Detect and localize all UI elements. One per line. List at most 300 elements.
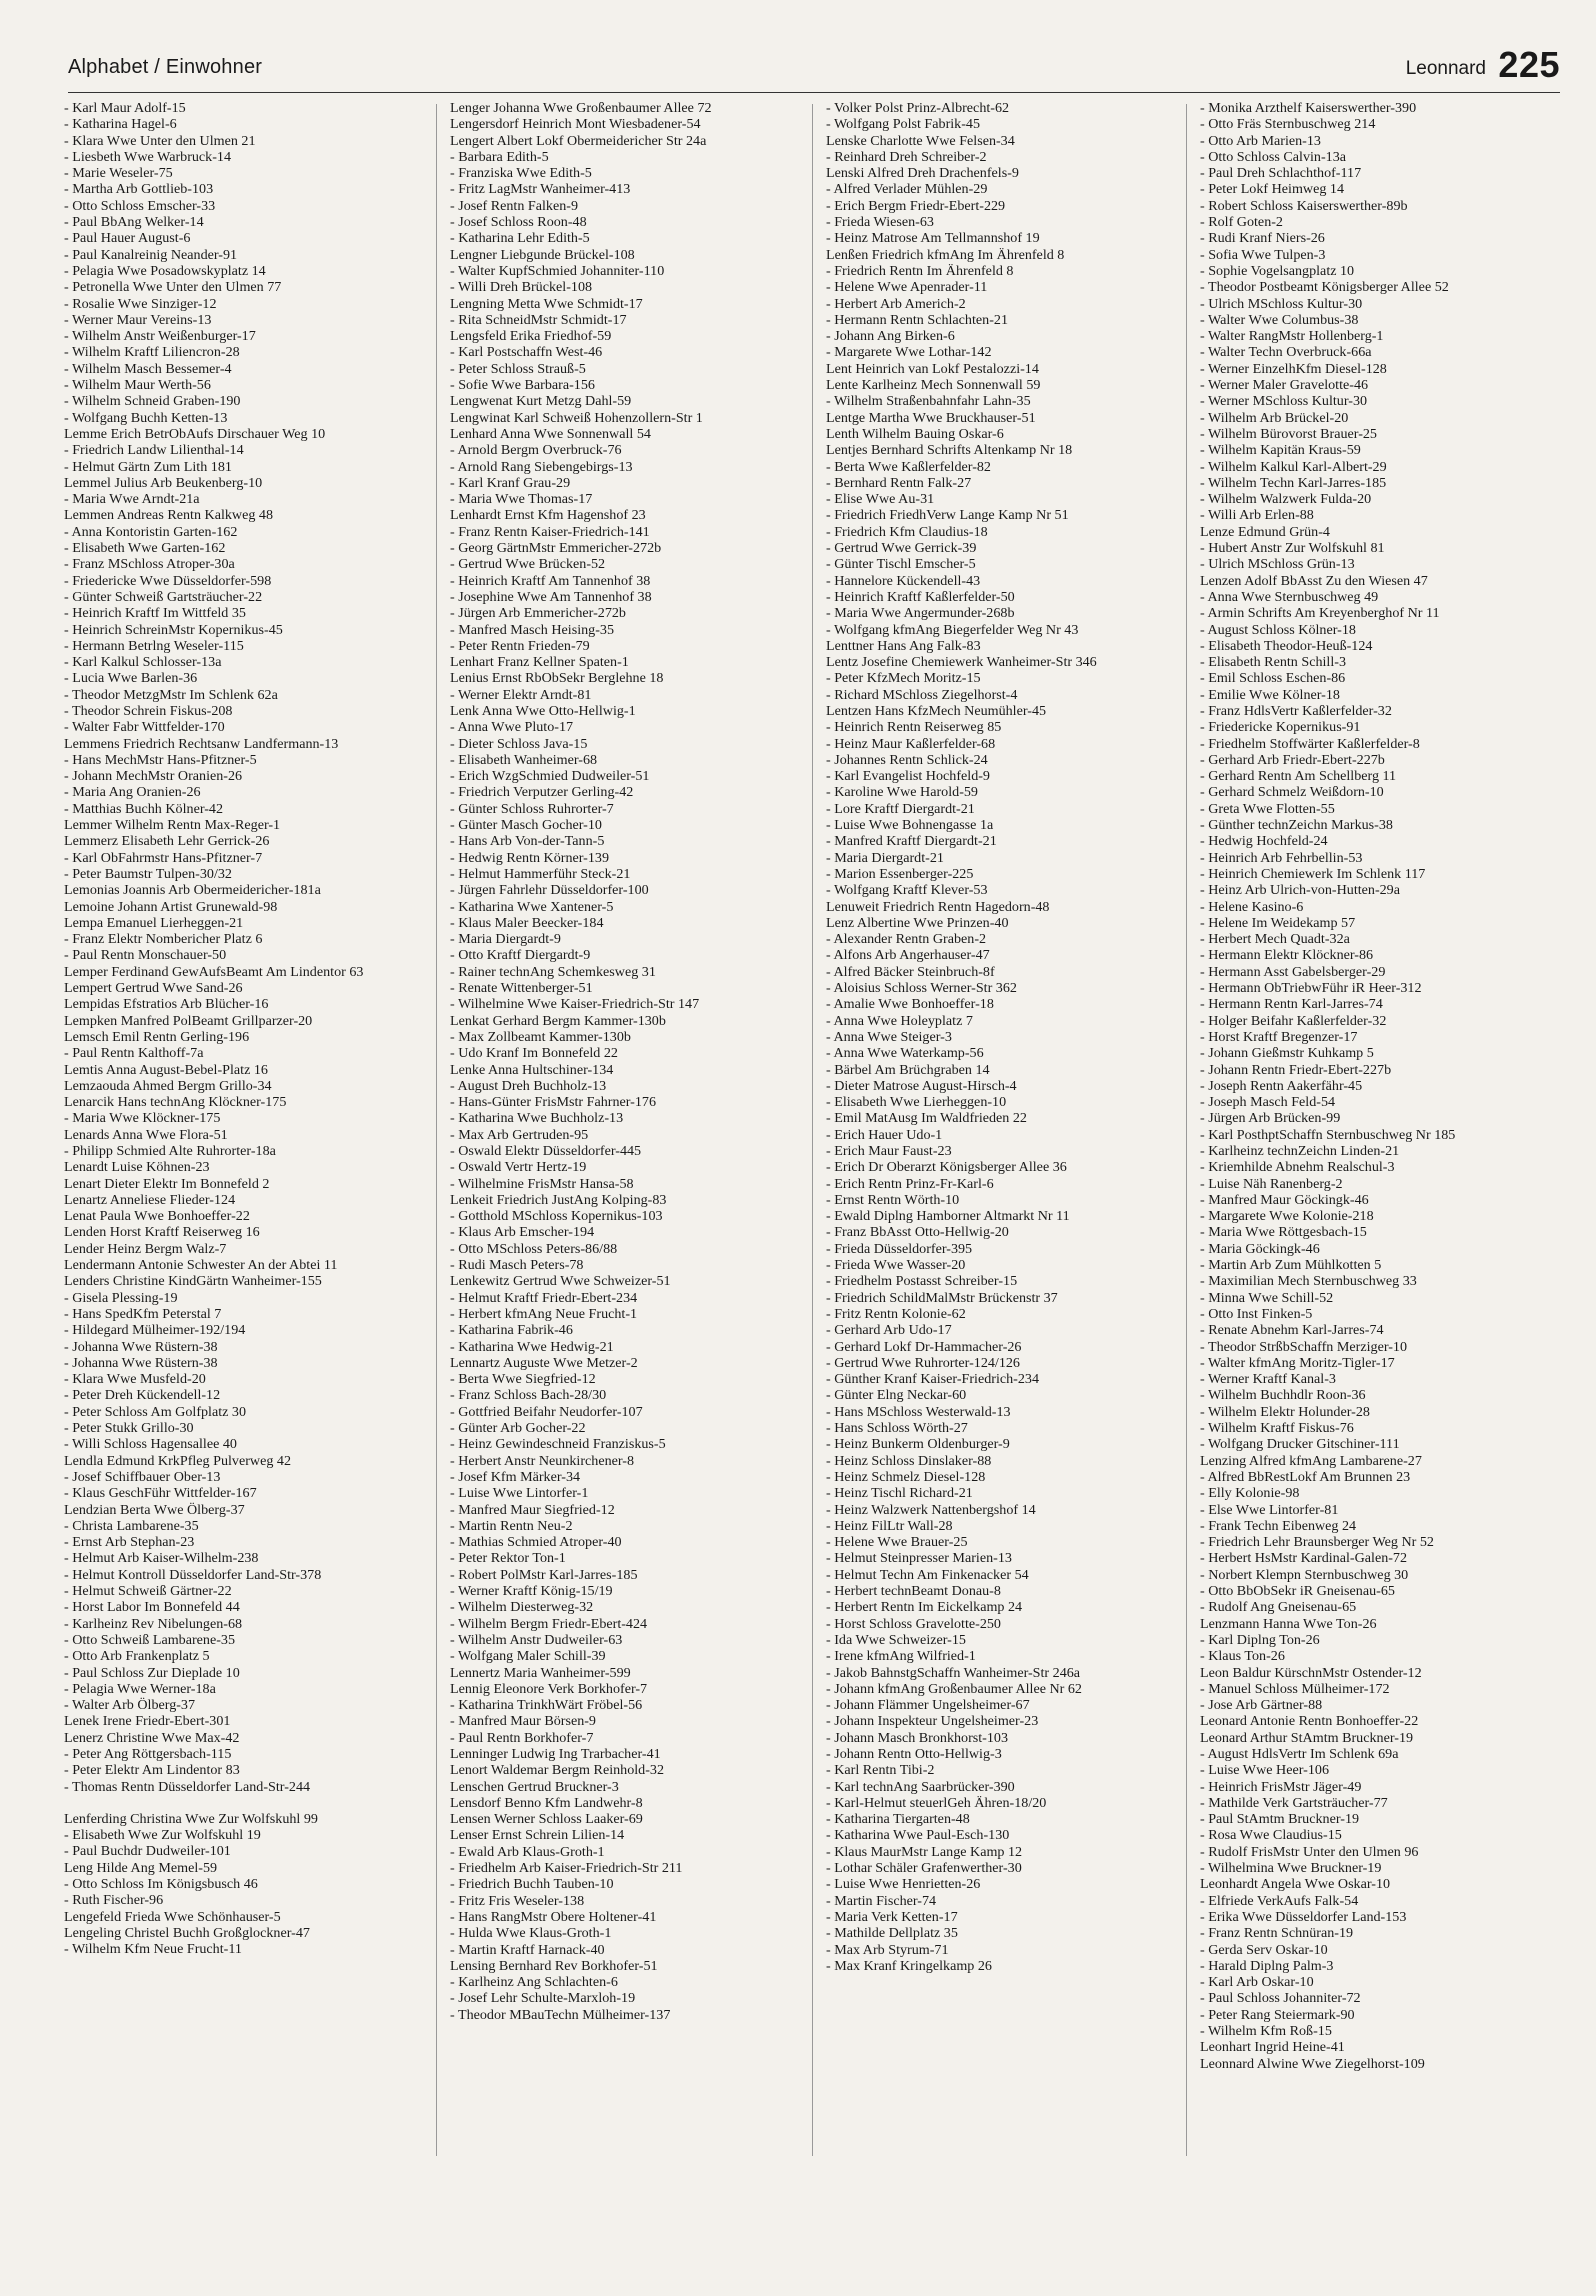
directory-entry: Lenk Anna Wwe Otto-Hellwig-1 [450, 702, 636, 719]
directory-entry: - Wolfgang Polst Fabrik-45 [826, 116, 981, 133]
directory-entry: - Maria Ang Oranien-26 [64, 784, 201, 801]
directory-entry: Lenuweit Friedrich Rentn Hagedorn-48 [826, 898, 1050, 915]
directory-entry: - Oswald Elektr Düsseldorfer-445 [450, 1143, 642, 1159]
directory-entry: - Anna Wwe Sternbuschweg 49 [1200, 588, 1379, 605]
directory-entry: - Gotthold MSchloss Kopernikus-103 [450, 1208, 663, 1225]
directory-entry: - Wilhelm Kraftf Liliencron-28 [64, 344, 240, 361]
page-header [68, 44, 1560, 90]
directory-entry: - Wilhelm Anstr Weißenburger-17 [64, 328, 256, 345]
directory-entry: - Friedhelm Arb Kaiser-Friedrich-Str 211 [450, 1860, 683, 1877]
directory-entry: - Wilhelm Elektr Holunder-28 [1200, 1403, 1370, 1420]
directory-entry: - Max Kranf Kringelkamp 26 [826, 1957, 992, 1974]
directory-entry: - Johanna Wwe Rüstern-38 [64, 1354, 218, 1371]
directory-entry: - Wilhelm Kapitän Kraus-59 [1200, 442, 1361, 459]
directory-entry: Lemmerz Elisabeth Lehr Gerrick-26 [64, 833, 270, 850]
directory-entry: - Max Arb Gertruden-95 [450, 1126, 589, 1143]
directory-entry: - Ewald Diplng Hamborner Altmarkt Nr 11 [826, 1208, 1070, 1225]
directory-entry: - Mathilde Verk Gartsträucher-77 [1200, 1794, 1388, 1811]
directory-entry: - Paul Rentn Monschauer-50 [64, 947, 227, 964]
directory-entry: Lenden Horst Kraftf Reiserweg 16 [64, 1224, 260, 1241]
directory-entry: - Karl technAng Saarbrücker-390 [826, 1778, 1015, 1795]
directory-entry: - Paul Schloss Zur Dieplade 10 [64, 1664, 240, 1681]
directory-entry: - Maria Wwe Klöckner-175 [64, 1110, 221, 1127]
directory-entry: - Herbert kfmAng Neue Frucht-1 [450, 1305, 638, 1322]
directory-entry: - Friedrich Kfm Claudius-18 [826, 523, 988, 540]
directory-entry: - Rolf Goten-2 [1200, 214, 1283, 231]
directory-entry: Lenger Johanna Wwe Großenbaumer Allee 72 [450, 100, 712, 116]
directory-entry: Lenser Ernst Schrein Lilien-14 [450, 1827, 625, 1844]
directory-entry: Lempidas Efstratios Arb Blücher-16 [64, 996, 269, 1013]
directory-entry: - Friedrich Rentn Im Ährenfeld 8 [826, 262, 1014, 279]
directory-entry: - Hulda Wwe Klaus-Groth-1 [450, 1925, 612, 1942]
directory-entry: - Paul StAmtm Bruckner-19 [1200, 1811, 1360, 1828]
directory-entry: - Hermann Betrlng Weseler-115 [64, 637, 244, 654]
directory-entry: - Hans MechMstr Hans-Pfitzner-5 [64, 751, 257, 768]
directory-entry: - Peter Rentn Frieden-79 [450, 637, 590, 654]
directory-entry: - Rosalie Wwe Sinziger-12 [64, 295, 217, 312]
directory-entry: Lentge Martha Wwe Bruckhauser-51 [826, 409, 1036, 426]
page-number: 225 [1498, 44, 1560, 85]
directory-entry: - Emil Schloss Eschen-86 [1200, 670, 1346, 687]
directory-entry: - Emil MatAusg Im Waldfrieden 22 [826, 1110, 1027, 1127]
directory-entry: Lendermann Antonie Schwester An der Abtei 11 [64, 1257, 338, 1274]
directory-entry: - Frieda Düsseldorfer-395 [826, 1240, 973, 1257]
directory-entry: - Peter KfzMech Moritz-15 [826, 670, 981, 687]
directory-entry: - Theodor StrßbSchaffn Merziger-10 [1200, 1338, 1408, 1355]
directory-entry: - Otto BbObSekr iR Gneisenau-65 [1200, 1583, 1395, 1600]
directory-entry: - Wilhelmine FrisMstr Hansa-58 [450, 1175, 634, 1192]
directory-entry: - Erich Dr Oberarzt Königsberger Allee 36 [826, 1159, 1067, 1176]
directory-entry: - Maria Wwe Angermunder-268b [826, 605, 1015, 622]
directory-entry: - Helene Im Weidekamp 57 [1200, 914, 1356, 931]
directory-entry: - Johann Inspekteur Ungelsheimer-23 [826, 1713, 1039, 1730]
directory-entry: - Josef Lehr Schulte-Marxloh-19 [450, 1990, 636, 2007]
directory-entry: - Wilhelm Kfm Roß-15 [1200, 2023, 1332, 2040]
directory-entry: - Bärbel Am Brüchgraben 14 [826, 1061, 990, 1078]
directory-entry: - Otto Kraftf Diergardt-9 [450, 947, 591, 964]
directory-entry: - Hans MSchloss Westerwald-13 [826, 1403, 1011, 1420]
directory-entry: - Walter Wwe Columbus-38 [1200, 311, 1359, 328]
directory-entry: - Manfred Kraftf Diergardt-21 [826, 833, 997, 850]
directory-entry: Lenart Dieter Elektr Im Bonnefeld 2 [64, 1175, 270, 1192]
directory-entry: Lenzmann Hanna Wwe Ton-26 [1200, 1615, 1377, 1632]
directory-entry: - Heinrich Rentn Reiserweg 85 [826, 719, 1002, 736]
directory-entry: - Mathias Schmied Atroper-40 [450, 1534, 622, 1551]
directory-entry: - Gerhard Rentn Am Schellberg 11 [1200, 768, 1397, 785]
directory-entry: - Hans RangMstr Obere Holtener-41 [450, 1908, 657, 1925]
directory-entry: - Katharina Wwe Paul-Esch-130 [826, 1827, 1010, 1844]
directory-entry: - Heinz Schloss Dinslaker-88 [826, 1452, 992, 1469]
directory-entry: Lenze Edmund Grün-4 [1200, 523, 1330, 540]
directory-entry: - Paul Buchdr Dudweiler-101 [64, 1843, 231, 1860]
directory-entry: - Heinz FilLtr Wall-28 [826, 1517, 953, 1534]
directory-entry: - Sophie Vogelsangplatz 10 [1200, 262, 1355, 279]
directory-entry: - Wolfgang Drucker Gitschiner-111 [1200, 1436, 1400, 1453]
directory-entry: - Otto Arb Frankenplatz 5 [64, 1648, 210, 1665]
directory-entry: Lender Heinz Bergm Walz-7 [64, 1240, 227, 1257]
directory-entry: - Wilhelm Schneid Graben-190 [64, 393, 241, 410]
directory-entry: - Katharina Wwe Xantener-5 [450, 898, 614, 915]
directory-entry: Lemoine Johann Artist Grunewald-98 [64, 898, 278, 915]
directory-entry: - Wilhelm Diesterweg-32 [450, 1599, 594, 1616]
directory-entry: - Reinhard Dreh Schreiber-2 [826, 148, 987, 165]
directory-entry: - Gisela Plessing-19 [64, 1289, 178, 1306]
directory-entry: - Monika Arzthelf Kaiserswerther-390 [1200, 100, 1417, 116]
directory-entry: - Franz Rentn Kaiser-Friedrich-141 [450, 523, 650, 540]
directory-entry: - Herbert Anstr Neunkirchener-8 [450, 1452, 635, 1469]
directory-entry: Lenius Ernst RbObSekr Berglehne 18 [450, 670, 664, 687]
directory-entry: - Hedwig Hochfeld-24 [1200, 833, 1328, 850]
directory-entry: - Franz Rentn Schnüran-19 [1200, 1925, 1354, 1942]
directory-entry: - Manfred Masch Heising-35 [450, 621, 614, 638]
directory-entry: Lenth Wilhelm Bauing Oskar-6 [826, 425, 1004, 442]
directory-entry: - Arnold Bergm Overbruck-76 [450, 442, 622, 459]
directory-entry: - Manfred Maur Göckingk-46 [1200, 1191, 1369, 1208]
directory-entry: Lemmens Friedrich Rechtsanw Landfermann-13 [64, 735, 339, 752]
directory-entry: - Barbara Edith-5 [450, 148, 549, 165]
directory-entry: - Gerhard Lokf Dr-Hammacher-26 [826, 1338, 1022, 1355]
directory-entry: - Horst Kraftf Bregenzer-17 [1200, 1028, 1358, 1045]
directory-entry: Lenkewitz Gertrud Wwe Schweizer-51 [450, 1273, 671, 1290]
directory-entry: Lenz Albertine Wwe Prinzen-40 [826, 914, 1009, 931]
directory-entry: - Jürgen Fahrlehr Düsseldorfer-100 [450, 882, 649, 899]
directory-entry: - Johann Flämmer Ungelsheimer-67 [826, 1697, 1030, 1714]
directory-entry: - Rainer technAng Schemkesweg 31 [450, 963, 656, 980]
directory-entry: - Wolfgang kfmAng Biegerfelder Weg Nr 43 [826, 621, 1079, 638]
directory-entry: - Johann Rentn Friedr-Ebert-227b [1200, 1061, 1392, 1078]
directory-entry: Lenat Paula Wwe Bonhoeffer-22 [64, 1208, 250, 1225]
directory-entry: - Lucia Wwe Barlen-36 [64, 670, 198, 687]
directory-entry: - August Schloss Kölner-18 [1200, 621, 1356, 638]
directory-entry: - Frank Techn Eibenweg 24 [1200, 1517, 1357, 1534]
directory-entry: - Hermann ObTriebwFühr iR Heer-312 [1200, 980, 1422, 997]
directory-entry: - Alexander Rentn Graben-2 [826, 931, 987, 948]
section-title: Alphabet / Einwohner [68, 56, 263, 78]
directory-entry: Lemper Ferdinand GewAufsBeamt Am Lindentor 63 [64, 963, 364, 980]
directory-entry: Lemmer Wilhelm Rentn Max-Reger-1 [64, 817, 281, 834]
directory-entry: - Ruth Fischer-96 [64, 1892, 164, 1909]
directory-entry: - Hans Schloss Wörth-27 [826, 1420, 968, 1437]
directory-entry: Lendla Edmund KrkPfleg Pulverweg 42 [64, 1452, 292, 1469]
directory-entry: Lenski Alfred Dreh Drachenfels-9 [826, 165, 1019, 182]
directory-entry: - Otto Inst Finken-5 [1200, 1305, 1313, 1322]
directory-entry: - Luise Wwe Bohnengasse 1a [826, 817, 994, 834]
directory-entry: - Heinz Bunkerm Oldenburger-9 [826, 1436, 1010, 1453]
directory-entry: - Gertrud Wwe Brücken-52 [450, 556, 606, 573]
directory-entry: Lenhart Franz Kellner Spaten-1 [450, 654, 629, 671]
directory-entry: - Margarete Wwe Kolonie-218 [1200, 1208, 1374, 1225]
directory-entry: - Ewald Arb Klaus-Groth-1 [450, 1843, 605, 1860]
directory-entry: - Volker Polst Prinz-Albrecht-62 [826, 100, 1010, 116]
directory-entry: - Katharina TrinkhWärt Fröbel-56 [450, 1697, 643, 1714]
directory-entry: - Heinrich Kraftf Am Tannenhof 38 [450, 572, 651, 589]
directory-entry: Lensen Werner Schloss Laaker-69 [450, 1811, 643, 1828]
directory-entry: - Helmut Techn Am Finkenacker 54 [826, 1566, 1029, 1583]
directory-entry: Lenards Anna Wwe Flora-51 [64, 1126, 228, 1143]
directory-entry: - Herbert HsMstr Kardinal-Galen-72 [1200, 1550, 1408, 1567]
directory-entry: - Günter Tischl Emscher-5 [826, 556, 976, 573]
directory-entry: Lenhard Anna Wwe Sonnenwall 54 [450, 425, 651, 442]
directory-entry: - Ida Wwe Schweizer-15 [826, 1631, 966, 1648]
header-rule [68, 92, 1560, 93]
directory-entry: - Heinz Maur Kaßlerfelder-68 [826, 735, 996, 752]
directory-entry: - Rudi Masch Peters-78 [450, 1257, 584, 1274]
directory-entry: - Jürgen Arb Emmericher-272b [450, 605, 626, 622]
directory-entry: Lemtis Anna August-Bebel-Platz 16 [64, 1061, 268, 1078]
directory-entry: - Paul BbAng Welker-14 [64, 214, 204, 231]
directory-entry: - Horst Schloss Gravelotte-250 [826, 1615, 1001, 1632]
directory-entry: - Herbert Mech Quadt-32a [1200, 931, 1350, 948]
directory-entry: - Franz MSchloss Atroper-30a [64, 556, 235, 573]
directory-entry: - Friedrich SchildMalMstr Brückenstr 37 [826, 1289, 1058, 1306]
directory-entry: - Wilhelm Kalkul Karl-Albert-29 [1200, 458, 1387, 475]
directory-entry: - Karl Kranf Grau-29 [450, 474, 571, 491]
directory-entry: - Aloisius Schloss Werner-Str 362 [826, 980, 1017, 997]
directory-entry: Lempert Gertrud Wwe Sand-26 [64, 980, 243, 997]
directory-entry: - Irene kfmAng Wilfried-1 [826, 1648, 976, 1665]
directory-entry: - Lothar Schäler Grafenwerther-30 [826, 1860, 1022, 1877]
directory-entry: - Margarete Wwe Lothar-142 [826, 344, 992, 361]
directory-entry: - Anna Wwe Waterkamp-56 [826, 1045, 984, 1062]
directory-entry: - Klaus MaurMstr Lange Kamp 12 [826, 1843, 1023, 1860]
directory-entry: - Sofia Wwe Tulpen-3 [1200, 246, 1326, 263]
directory-entry: - Karl PosthptSchaffn Sternbuschweg Nr 185 [1200, 1126, 1456, 1143]
directory-entry: - Paul Schloss Johanniter-72 [1200, 1990, 1361, 2007]
directory-entry: - Helmut Steinpresser Marien-13 [826, 1550, 1012, 1567]
directory-entry: - Ernst Rentn Wörth-10 [826, 1191, 960, 1208]
directory-entry: - Klaus Maler Beecker-184 [450, 914, 604, 931]
directory-entry: - Renate Wittenberger-51 [450, 980, 593, 997]
directory-entry: - Johann Rentn Otto-Hellwig-3 [826, 1745, 1002, 1762]
directory-entry: Leon Baldur KürschnMstr Ostender-12 [1200, 1664, 1422, 1681]
directory-entry: - Werner Kraftf Kanal-3 [1200, 1371, 1336, 1388]
directory-entry: - Horst Labor Im Bonnefeld 44 [64, 1599, 240, 1616]
directory-entry: - Karlheinz technZeichn Linden-21 [1200, 1143, 1400, 1159]
directory-entry: - Karl Diplng Ton-26 [1200, 1631, 1320, 1648]
directory-entry: - Max Zollbeamt Kammer-130b [450, 1028, 631, 1045]
directory-entry: - Heinrich Kraftf Kaßlerfelder-50 [826, 588, 1015, 605]
directory-entry: - Karl ObFahrmstr Hans-Pfitzner-7 [64, 849, 263, 866]
directory-entry: - Maria Göckingk-46 [1200, 1240, 1320, 1257]
directory-entry: Lengeling Christel Buchh Großglockner-47 [64, 1924, 310, 1941]
directory-entry: Lenort Waldemar Bergm Reinhold-32 [450, 1762, 665, 1779]
directory-entry: - Harald Diplng Palm-3 [1200, 1957, 1334, 1974]
directory-entry: - Luise Wwe Henrietten-26 [826, 1876, 981, 1893]
directory-entry: - Oswald Vertr Hertz-19 [450, 1159, 587, 1176]
directory-entry: - Elisabeth Wwe Zur Wolfskuhl 19 [64, 1827, 261, 1844]
directory-entry: - Elfriede VerkAufs Falk-54 [1200, 1892, 1359, 1909]
directory-entry: - Pelagia Wwe Posadowskyplatz 14 [64, 262, 266, 279]
directory-entry: - Franziska Wwe Edith-5 [450, 165, 592, 182]
directory-entry: - Alfred BbRestLokf Am Brunnen 23 [1200, 1468, 1411, 1485]
directory-entry: - Hermann Rentn Karl-Jarres-74 [1200, 996, 1383, 1013]
directory-entry: - Günter Masch Gocher-10 [450, 817, 602, 834]
directory-entry: - Peter Rektor Ton-1 [450, 1550, 566, 1567]
directory-entry: - Luise Wwe Lintorfer-1 [450, 1485, 589, 1502]
directory-entry: - Erich Maur Faust-23 [826, 1143, 952, 1159]
running-head: Leonnard [1405, 58, 1486, 79]
directory-entry: - Klaus Arb Emscher-194 [450, 1224, 595, 1241]
directory-entry: - Elly Kolonie-98 [1200, 1485, 1300, 1502]
directory-entry: - Elisabeth Rentn Schill-3 [1200, 654, 1347, 671]
directory-entry: - Joseph Masch Feld-54 [1200, 1094, 1336, 1111]
directory-entry: - Wilhelm Kfm Neue Frucht-11 [64, 1941, 242, 1958]
directory-entry: - Josef Kfm Märker-34 [450, 1468, 581, 1485]
directory-entry: - Erich Rentn Prinz-Fr-Karl-6 [826, 1175, 994, 1192]
directory-entry: - Liesbeth Wwe Warbruck-14 [64, 148, 232, 165]
directory-entry: - Fritz LagMstr Wanheimer-413 [450, 181, 631, 198]
directory-entry: Leonard Antonie Rentn Bonhoeffer-22 [1200, 1713, 1419, 1730]
directory-entry: - Otto Arb Marien-13 [1200, 132, 1321, 149]
directory-entry: Lensdorf Benno Kfm Landwehr-8 [450, 1794, 643, 1811]
directory-entry: - Katharina Tiergarten-48 [826, 1811, 970, 1828]
directory-entry: - Manfred Maur Börsen-9 [450, 1713, 596, 1730]
directory-entry: - Wolfgang Buchh Ketten-13 [64, 409, 228, 426]
directory-entry: - Theodor Schrein Fiskus-208 [64, 702, 233, 719]
directory-entry: - Wilhelm Maur Werth-56 [64, 377, 211, 394]
directory-entry: - Berta Wwe Kaßlerfelder-82 [826, 458, 991, 475]
directory-entry: - Emilie Wwe Kölner-18 [1200, 686, 1340, 703]
directory-entry: - Klaus GeschFühr Wittfelder-167 [64, 1485, 257, 1502]
directory-entry: - Helmut Kontroll Düsseldorfer Land-Str-378 [64, 1566, 322, 1583]
directory-entry: - Karl Rentn Tibi-2 [826, 1762, 935, 1779]
directory-entry: - Karl Maur Adolf-15 [64, 100, 186, 116]
directory-entry: - Otto Schweiß Lambarene-35 [64, 1631, 236, 1648]
directory-entry: Lenzen Adolf BbAsst Zu den Wiesen 47 [1200, 572, 1428, 589]
directory-entry: - Elisabeth Wwe Lierheggen-10 [826, 1094, 1007, 1111]
directory-entry: - Elisabeth Wanheimer-68 [450, 751, 598, 768]
directory-entry: - Renate Abnehm Karl-Jarres-74 [1200, 1322, 1384, 1339]
directory-entry: - Johann Ang Birken-6 [826, 328, 955, 345]
directory-entry: - Heinz Schmelz Diesel-128 [826, 1468, 986, 1485]
directory-column-4 [1200, 100, 1560, 2160]
directory-entry: - Peter Schloss Am Golfplatz 30 [64, 1403, 247, 1420]
directory-entry: - Willi Schloss Hagensallee 40 [64, 1436, 237, 1453]
directory-entry: - Herbert Arb Americh-2 [826, 295, 966, 312]
directory-entry: - Jakob BahnstgSchaffn Wanheimer-Str 246a [826, 1664, 1081, 1681]
directory-entry: - Heinrich Kraftf Im Wittfeld 35 [64, 605, 246, 622]
directory-entry: - Petronella Wwe Unter den Ulmen 77 [64, 279, 282, 296]
directory-entry: Lengning Metta Wwe Schmidt-17 [450, 295, 643, 312]
directory-entry: - Jürgen Arb Brücken-99 [1200, 1110, 1341, 1127]
directory-entry: Lensing Bernhard Rev Borkhofer-51 [450, 1957, 658, 1974]
directory-entry: - Elisabeth Wwe Garten-162 [64, 540, 226, 557]
directory-entry: - Herbert Rentn Im Eickelkamp 24 [826, 1599, 1023, 1616]
directory-entry: - Helene Wwe Brauer-25 [826, 1534, 968, 1551]
directory-entry: - Heinz Matrose Am Tellmannshof 19 [826, 230, 1040, 247]
directory-entry: - Peter Rang Steiermark-90 [1200, 2006, 1355, 2023]
directory-entry: - Anna Wwe Steiger-3 [826, 1028, 952, 1045]
directory-entry: - Friedhelm Stoffwärter Kaßlerfelder-8 [1200, 735, 1420, 752]
directory-column-1 [64, 100, 424, 2160]
directory-entry: - Lore Kraftf Diergardt-21 [826, 800, 975, 817]
directory-entry: - Amalie Wwe Bonhoeffer-18 [826, 996, 994, 1013]
directory-entry: - Udo Kranf Im Bonnefeld 22 [450, 1045, 618, 1062]
directory-entry: - Peter Baumstr Tulpen-30/32 [64, 865, 232, 882]
directory-entry: - Klaus Ton-26 [1200, 1648, 1285, 1665]
directory-entry: Lenferding Christina Wwe Zur Wolfskuhl 99 [64, 1810, 318, 1827]
directory-entry: - Manuel Schloss Mülheimer-172 [1200, 1680, 1390, 1697]
directory-entry: - Else Wwe Lintorfer-81 [1200, 1501, 1339, 1518]
directory-column-3 [826, 100, 1186, 2160]
directory-entry: - Franz Elektr Nombericher Platz 6 [64, 931, 263, 948]
directory-entry: - Alfred Bäcker Steinbruch-8f [826, 963, 995, 980]
directory-entry: - Johann kfmAng Großenbaumer Allee Nr 62 [826, 1680, 1082, 1697]
directory-entry: - Gertrud Wwe Gerrick-39 [826, 540, 977, 557]
directory-entry: - Wilhelm Bürovorst Brauer-25 [1200, 425, 1377, 442]
directory-entry: - Katharina Hagel-6 [64, 116, 177, 133]
directory-entry: Lenßen Friedrich kfmAng Im Ährenfeld 8 [826, 246, 1065, 263]
directory-entry: Lenzing Alfred kfmAng Lambarene-27 [1200, 1452, 1422, 1469]
directory-entry: Lenardt Luise Köhnen-23 [64, 1159, 210, 1176]
directory-entry: - Peter Dreh Kückendell-12 [64, 1387, 221, 1404]
directory-entry: - Martin Kraftf Harnack-40 [450, 1941, 605, 1958]
directory-entry: - Robert PolMstr Karl-Jarres-185 [450, 1566, 638, 1583]
directory-entry: Lengersdorf Heinrich Mont Wiesbadener-54 [450, 116, 701, 133]
directory-entry: - Heinz Walzwerk Nattenbergshof 14 [826, 1501, 1036, 1518]
directory-entry: - Otto Schloss Im Königsbusch 46 [64, 1876, 258, 1893]
directory-entry: - Theodor MetzgMstr Im Schlenk 62a [64, 686, 278, 703]
directory-entry: Lengefeld Frieda Wwe Schönhauser-5 [64, 1908, 281, 1925]
directory-entry: - Walter Arb Ölberg-37 [64, 1697, 196, 1714]
directory-entry: - Philipp Schmied Alte Ruhrorter-18a [64, 1143, 276, 1159]
directory-entry: - Theodor Postbeamt Königsberger Allee 52 [1200, 279, 1449, 296]
directory-entry: - August HdlsVertr Im Schlenk 69a [1200, 1745, 1399, 1762]
directory-entry: - Walter Fabr Wittfelder-170 [64, 719, 225, 736]
directory-entry: - Anna Wwe Pluto-17 [450, 719, 574, 736]
directory-entry: - Heinz Gewindeschneid Franziskus-5 [450, 1436, 666, 1453]
directory-entry: - Ulrich MSchloss Kultur-30 [1200, 295, 1363, 312]
directory-entry: - Helene Kasino-6 [1200, 898, 1304, 915]
directory-entry: - Katharina Wwe Hedwig-21 [450, 1338, 614, 1355]
directory-entry [64, 1795, 424, 1811]
directory-entry: - Arnold Rang Siebengebirgs-13 [450, 458, 633, 475]
directory-entry: - Armin Schrifts Am Kreyenberghof Nr 11 [1200, 605, 1440, 622]
directory-entry: - Josef Schiffbauer Ober-13 [64, 1468, 221, 1485]
directory-entry: - Wilhelm Straßenbahnfahr Lahn-35 [826, 393, 1031, 410]
directory-entry: Lentjes Bernhard Schrifts Altenkamp Nr 18 [826, 442, 1073, 459]
directory-entry: Lenders Christine KindGärtn Wanheimer-155 [64, 1273, 322, 1290]
directory-entry: - Ulrich MSchloss Grün-13 [1200, 556, 1355, 573]
directory-entry: - Johannes Rentn Schlick-24 [826, 751, 988, 768]
directory-entry: - Helmut Kraftf Friedr-Ebert-234 [450, 1289, 638, 1306]
directory-entry: - Friedrich Lehr Braunsberger Weg Nr 52 [1200, 1534, 1434, 1551]
directory-entry: - Heinz Arb Ulrich-von-Hutten-29a [1200, 882, 1400, 899]
directory-entry: Lenhardt Ernst Kfm Hagenshof 23 [450, 507, 646, 524]
directory-entry: Lempa Emanuel Lierheggen-21 [64, 914, 244, 931]
directory-entry: Lengsfeld Erika Friedhof-59 [450, 328, 612, 345]
directory-entry: - Max Arb Styrum-71 [826, 1941, 949, 1958]
directory-entry: - Otto Schloss Calvin-13a [1200, 148, 1347, 165]
directory-entry: - Karl Arb Oskar-10 [1200, 1974, 1314, 1991]
directory-entry: - Marion Essenberger-225 [826, 865, 974, 882]
directory-entry: - Wilhelm Buchhdlr Roon-36 [1200, 1387, 1366, 1404]
directory-entry: - Josef Schloss Roon-48 [450, 214, 587, 231]
directory-entry: Lengwinat Karl Schweiß Hohenzollern-Str 1 [450, 409, 703, 426]
directory-entry: Lendzian Berta Wwe Ölberg-37 [64, 1501, 245, 1518]
directory-entry: Lennig Eleonore Verk Borkhofer-7 [450, 1680, 648, 1697]
directory-entry: Lengert Albert Lokf Obermeidericher Str 24a [450, 132, 707, 149]
directory-entry: - Mathilde Dellplatz 35 [826, 1925, 958, 1942]
directory-entry: - Gertrud Wwe Ruhrorter-124/126 [826, 1354, 1020, 1371]
directory-entry: - Dieter Matrose August-Hirsch-4 [826, 1077, 1017, 1094]
directory-entry: - Gottfried Beifahr Neudorfer-107 [450, 1403, 643, 1420]
directory-entry: - Helmut Hammerführ Steck-21 [450, 865, 631, 882]
directory-entry: - Johann Gießmstr Kuhkamp 5 [1200, 1045, 1374, 1062]
directory-entry: - Dieter Schloss Java-15 [450, 735, 588, 752]
directory-entry: - Manfred Maur Siegfried-12 [450, 1501, 615, 1518]
directory-entry: - Heinrich Chemiewerk Im Schlenk 117 [1200, 865, 1426, 882]
